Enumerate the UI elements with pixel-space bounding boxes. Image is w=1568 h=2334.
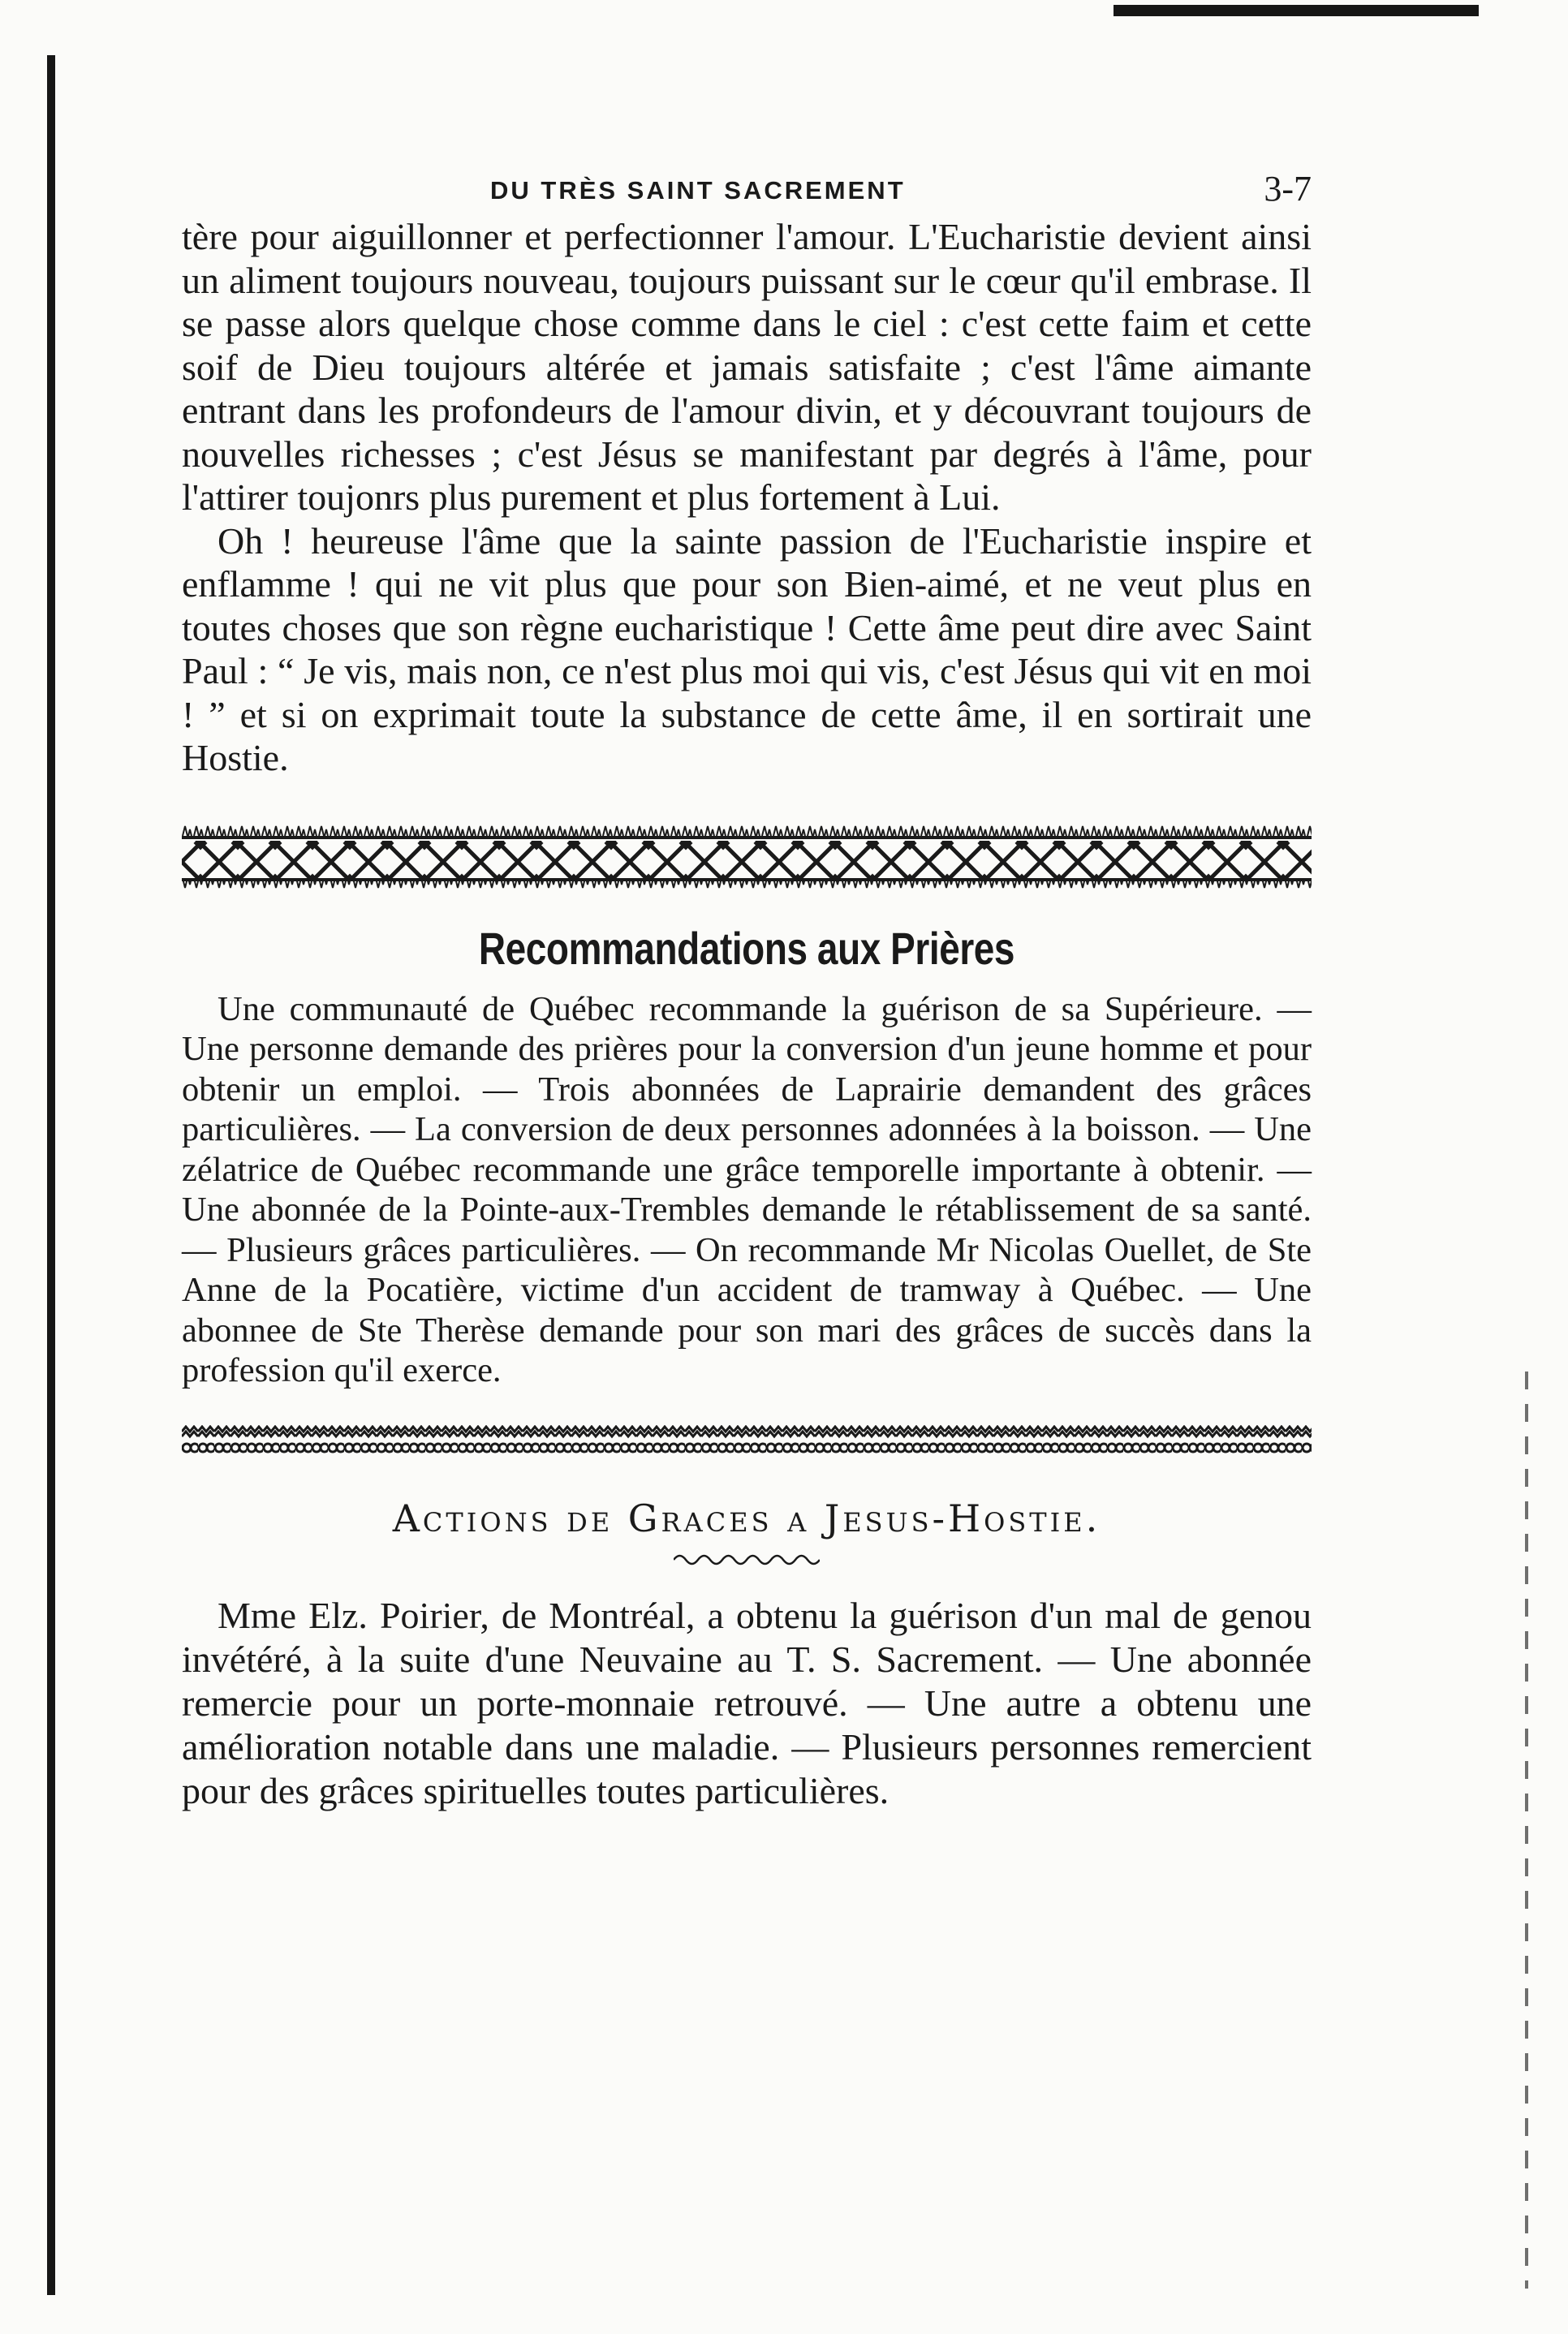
ornament-divider-2 — [182, 1425, 1312, 1458]
running-head — [182, 166, 1312, 215]
intro-paragraph-2: Oh ! heureuse l'âme que la sainte passion de l'Eucharistie inspire et enflamme ! qui ne vit plus que pour son Bien-aimé, et ne veut plus en toutes choses que son règne eucharistique ! Cette âme peut dire avec Saint Paul : “ Je vis, mais non, ce n'est plus moi qui vis, c'est Jésus qui vit en moi ! ” et si on exprimait toute la substance de cette âme, il en sortirait une Hostie. — [182, 519, 1312, 778]
squiggle-divider — [674, 1552, 820, 1568]
ornament-divider-1 — [182, 825, 1312, 889]
prayer-requests-section — [182, 922, 1312, 1391]
scan-top-edge — [1114, 5, 1479, 16]
page-number: 3-7 — [1264, 169, 1312, 209]
thanksgiving-text: Mme Elz. Poirier, de Montréal, a obtenu la guérison d'un mal de genou invétéré, à la suite d'une Neuvaine au T. S. Sacrement. — Une abonnée remercie pour un porte-monnaie retrouvé. — Une autre a obtenu une amélioration notable dans une maladie. — Plusieurs personnes remercient pour des grâces spirituelles toutes particulières. — [182, 1594, 1312, 1811]
thanksgiving-heading: Actions de Graces a Jesus-Hostie. — [392, 1496, 1101, 1540]
page-content — [182, 166, 1312, 1813]
prayer-requests-heading: Recommandations aux Prières — [478, 922, 1015, 974]
scan-left-edge — [47, 55, 55, 2295]
scan-right-edge — [1525, 1372, 1528, 2289]
thanksgiving-section — [182, 1496, 1312, 1813]
prayer-requests-text: Une communauté de Québec recommande la guérison de sa Supérieure. — Une personne demande des prières pour la conversion d'un jeune homme et pour obtenir un emploi. — Trois abonnées de Laprairie demandent des grâces particulières. — La conversion de deux personnes adonnées à la boisson. — Une zélatrice de Québec recommande une grâce temporelle importante à obtenir. — Une abonnée de la Pointe-aux-Trembles demande le rétablissement de sa santé. — Plusieurs grâces particulières. — On recommande Mr Nicolas Ouellet, de Ste Anne de la Pocatière, victime d'un accident de tramway à Québec. — Une abonnee de Ste Therèse demande pour son mari des grâces de succès dans la profession qu'il exerce. — [182, 989, 1312, 1389]
intro-paragraph-1: tère pour aiguillonner et perfectionner l'amour. L'Eucharistie devient ainsi un aliment toujours nouveau, toujours puissant sur le cœur qu'il embrase. Il se passe alors quelque chose comme dans le ciel : c'est cette faim et cette soif de Dieu toujours altérée et jamais satisfaite ; c'est l'âme aimante entrant dans les profondeurs de l'amour divin, et y découvrant toujours de nouvelles richesses ; c'est Jésus se manifestant par degrés à l'âme, pour l'attirer toujonrs plus purement et plus fortement à Lui. — [182, 216, 1312, 518]
intro-section — [182, 215, 1312, 780]
running-title: DU TRÈS SAINT SACREMENT — [490, 176, 906, 205]
